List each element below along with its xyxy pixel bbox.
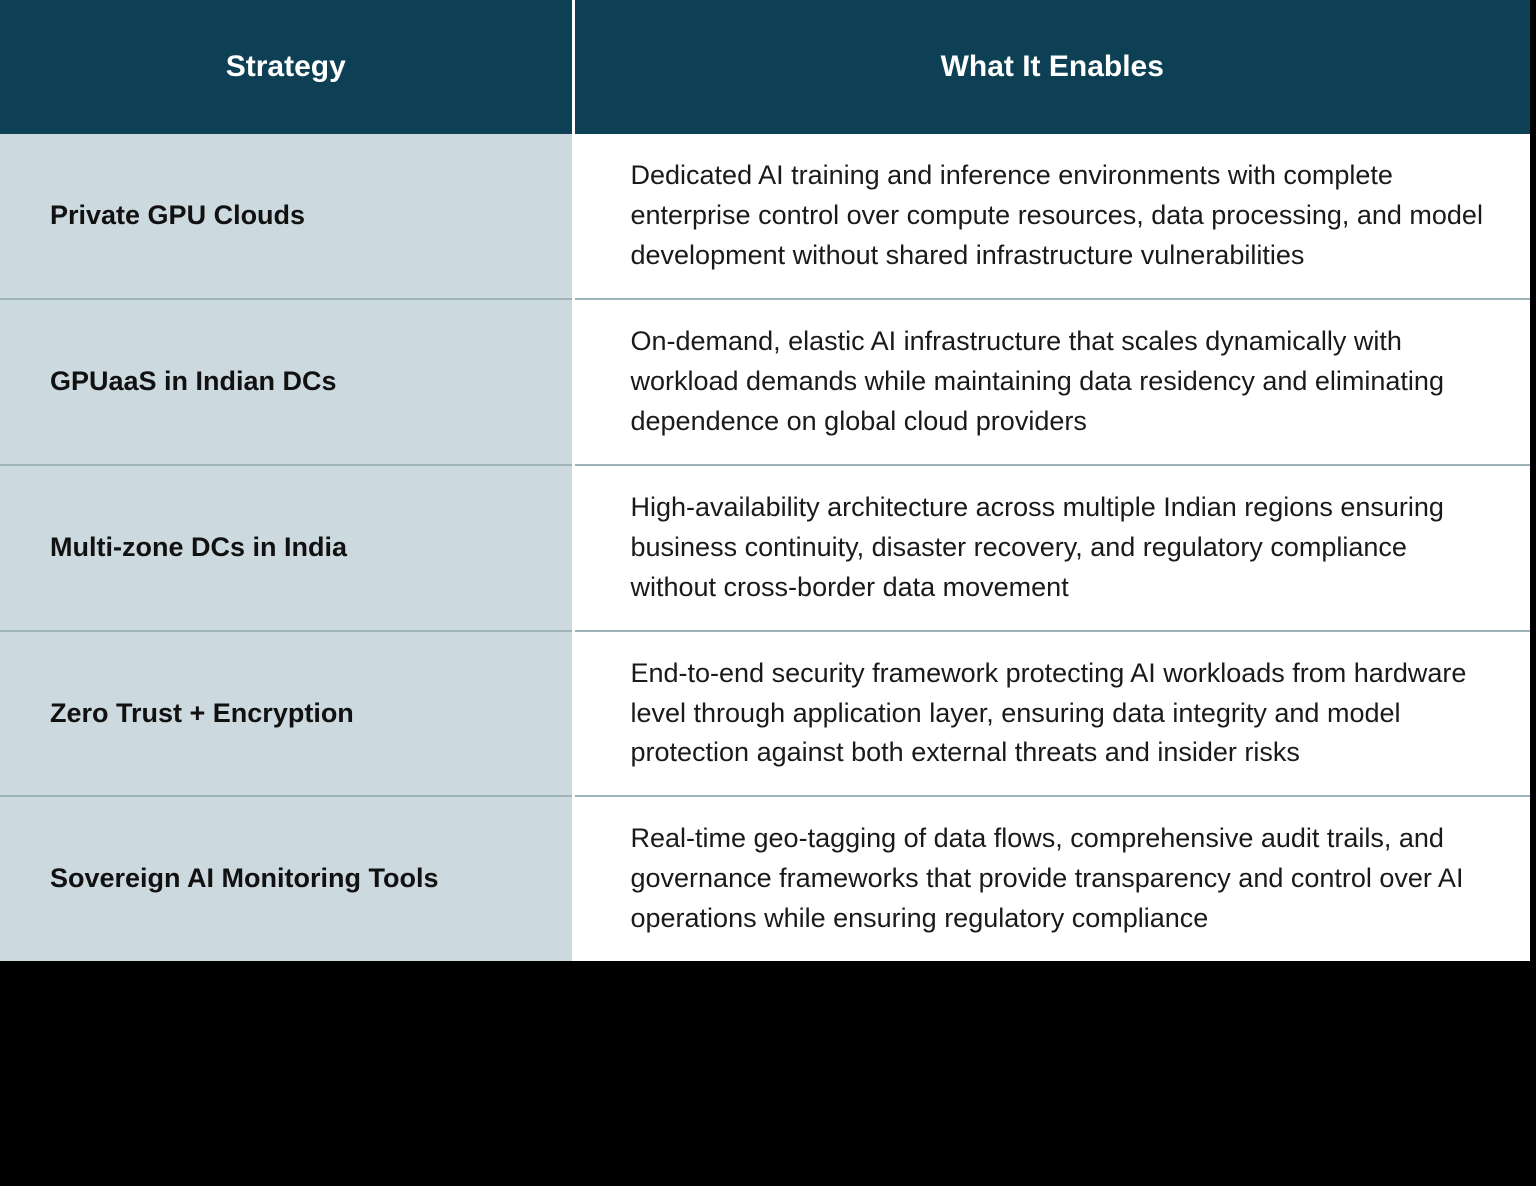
table-row [0, 299, 1530, 465]
cell-strategy: GPUaaS in Indian DCs [0, 299, 573, 465]
column-header-strategy: Strategy [0, 0, 573, 134]
cell-enables: End-to-end security framework protecting AI workloads from hardware level through application layer, ensuring data integrity and model protection against both external threats and insider risks [573, 631, 1530, 797]
cell-strategy: Sovereign AI Monitoring Tools [0, 796, 573, 961]
table-header [0, 0, 1530, 134]
table-row [0, 631, 1530, 797]
cell-enables: High-availability architecture across multiple Indian regions ensuring business continuity, disaster recovery, and regulatory compliance without cross-border data movement [573, 465, 1530, 631]
cell-strategy: Zero Trust + Encryption [0, 631, 573, 797]
cell-enables: Real-time geo-tagging of data flows, comprehensive audit trails, and governance frameworks that provide transparency and control over AI operations while ensuring regulatory compliance [573, 796, 1530, 961]
table-body [0, 134, 1530, 961]
table-row [0, 796, 1530, 961]
cell-enables: Dedicated AI training and inference environments with complete enterprise control over compute resources, data processing, and model development without shared infrastructure vulnerabilities [573, 134, 1530, 299]
table-row [0, 134, 1530, 299]
cell-strategy: Private GPU Clouds [0, 134, 573, 299]
cell-enables: On-demand, elastic AI infrastructure that scales dynamically with workload demands while maintaining data residency and eliminating dependence on global cloud providers [573, 299, 1530, 465]
table-header-row [0, 0, 1530, 134]
table-row [0, 465, 1530, 631]
cell-strategy: Multi-zone DCs in India [0, 465, 573, 631]
column-header-what-it-enables: What It Enables [573, 0, 1530, 134]
